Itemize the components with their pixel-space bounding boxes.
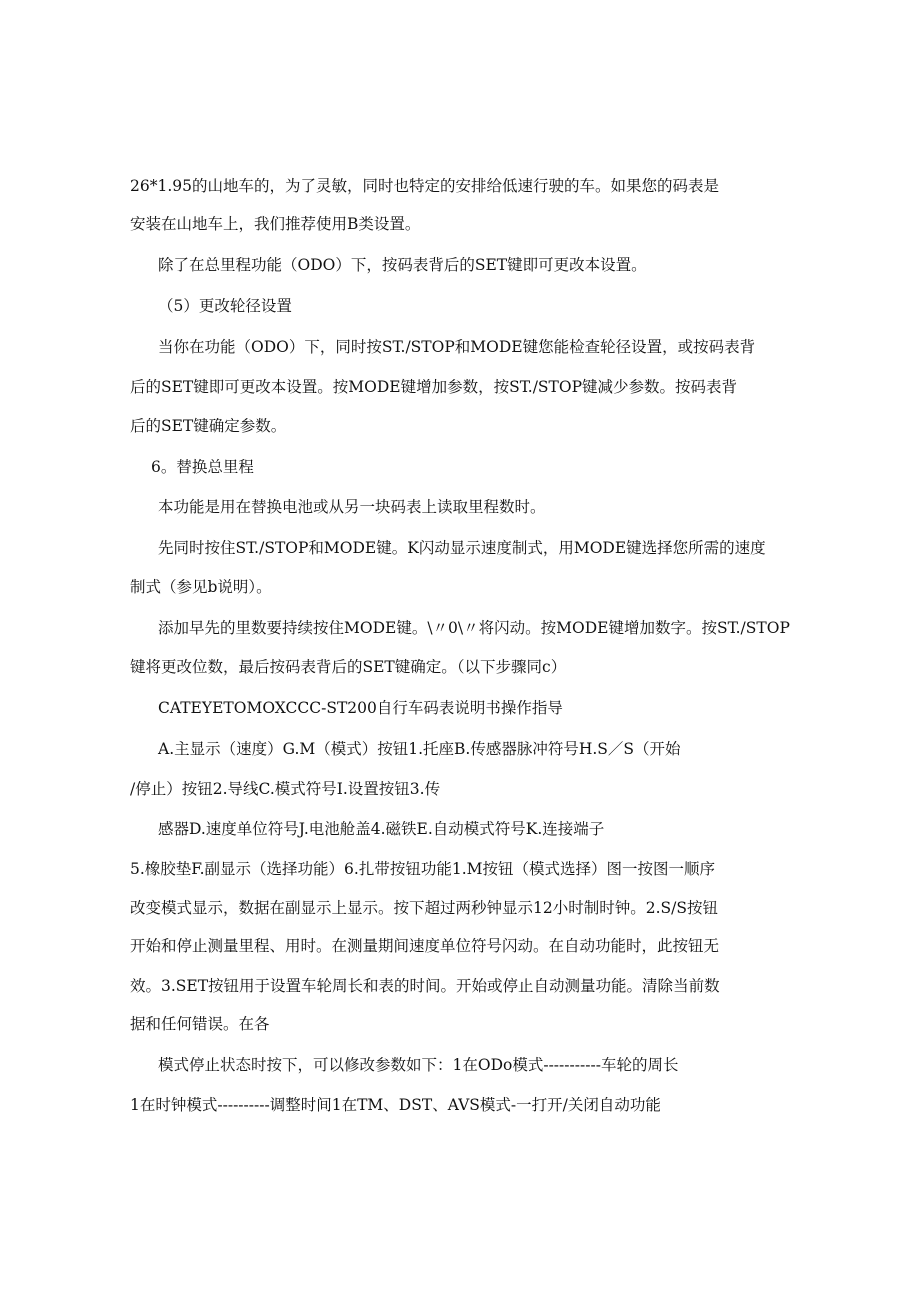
text-line: 据和任何错误。在各 (130, 1015, 270, 1033)
text-line: A.主显示（速度）G.M（模式）按钮1.托座B.传感器脉冲符号H.S／S（开始 (158, 740, 681, 758)
section-heading: 6。替换总里程 (151, 458, 254, 476)
text-line: 5.橡胶垫F.副显示（选择功能）6.扎带按钮功能1.M按钮（模式选择）图一按图一顺序 (130, 860, 716, 878)
text-line: 除了在总里程功能（ODO）下，按码表背后的SET键即可更改本设置。 (158, 256, 647, 274)
text-line: 后的SET键确定参数。 (130, 417, 287, 435)
text-line: 模式停止状态时按下，可以修改参数如下：1在ODo模式-----------车轮的周长 (158, 1056, 679, 1074)
text-line: 感器D.速度单位符号J.电池舱盖4.磁铁E.自动模式符号K.连接端子 (158, 820, 605, 838)
section-heading: （5）更改轮径设置 (158, 297, 292, 315)
text-line: 改变模式显示，数据在副显示上显示。按下超过两秒钟显示12小时制时钟。2.S/S按钮 (130, 899, 718, 917)
text-line: 键将更改位数，最后按码表背后的SET键确定。（以下步骤同c） (130, 658, 567, 676)
text-line: 添加早先的里数要持续按住MODE键。\〃0\〃将闪动。按MODE键增加数字。按ST./STOP (158, 619, 790, 637)
text-line: /停止）按钮2.导线C.模式符号I.设置按钮3.传 (130, 780, 441, 798)
text-line: 1在时钟模式----------调整时间1在TM、DST、AVS模式-一打开/关闭自动功能 (130, 1096, 661, 1114)
text-line: 制式（参见b说明）。 (130, 578, 272, 596)
text-line: 安装在山地车上，我们推荐使用B类设置。 (130, 215, 421, 233)
text-line: 当你在功能（ODO）下，同时按ST./STOP和MODE键您能检查轮径设置，或按码表背 (158, 338, 756, 356)
document-title: CATEYETOMOXCCC-ST200自行车码表说明书操作指导 (158, 699, 563, 717)
text-line: 后的SET键即可更改本设置。按MODE键增加参数，按ST./STOP键减少参数。按码表背 (130, 378, 738, 396)
text-line: 效。3.SET按钮用于设置车轮周长和表的时间。开始或停止自动测量功能。清除当前数 (130, 977, 720, 995)
text-line: 开始和停止测量里程、用时。在测量期间速度单位符号闪动。在自动功能时，此按钮无 (130, 937, 720, 955)
text-line: 本功能是用在替换电池或从另一块码表上读取里程数时。 (158, 498, 546, 516)
text-line: 26*1.95的山地车的，为了灵敏，同时也特定的安排给低速行驶的车。如果您的码表是 (130, 177, 719, 195)
text-line: 先同时按住ST./STOP和MODE键。K闪动显示速度制式，用MODE键选择您所需的速度 (158, 539, 766, 557)
